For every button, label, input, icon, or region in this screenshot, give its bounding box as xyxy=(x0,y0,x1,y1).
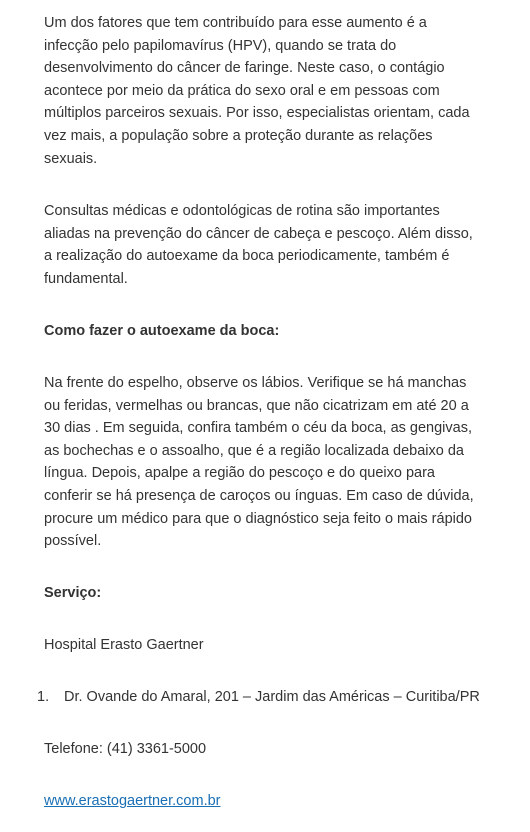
paragraph-selfexam-steps: Na frente do espelho, observe os lábios. Verifique se há manchas ou feridas, vermelhas ou brancas, que não cicatrizam em até 20 a 30 dias . Em seguida, confira também o céu da boca, as gengivas, as bochechas e o assoalho, que é a região localizada debaixo da língua. Depois, apalpe a região do pescoço e do queixo para conferir se há presença de caroços ou ínguas. Em caso de dúvida, procure um médico para que o diagnóstico seja feito o mais rápido possível. xyxy=(44,375,474,550)
list-item xyxy=(0,686,500,709)
paragraph-prevention: Consultas médicas e odontológicas de rotina são importantes aliadas na prevenção do câncer de cabeça e pescoço. Além disso, a realização do autoexame da boca periodicamente, também é fundamental. xyxy=(44,203,473,287)
paragraph-hpv: Um dos fatores que tem contribuído para esse aumento é a infecção pelo papilomavírus (HPV), quando se trata do desenvolvimento do câncer de faringe. Neste caso, o contágio acontece por meio da prática do sexo oral e em pessoas com múltiplos parceiros sexuais. Por isso, especialistas orientam, cada vez mais, a população sobre a proteção durante as relações sexuais. xyxy=(44,15,470,167)
phone-number: Telefone: (41) 3361-5000 xyxy=(44,741,207,757)
website-link[interactable]: www.erastogaertner.com.br xyxy=(44,793,221,809)
heading-service: Serviço: xyxy=(44,585,102,601)
hospital-name: Hospital Erasto Gaertner xyxy=(44,637,204,653)
website-line xyxy=(44,790,484,813)
heading-selfexam: Como fazer o autoexame da boca: xyxy=(44,323,280,339)
address-text: Dr. Ovande do Amaral, 201 – Jardim das Américas – Curitiba/PR xyxy=(64,689,480,705)
address-list xyxy=(0,686,500,709)
list-item-number: 1. xyxy=(37,689,50,705)
